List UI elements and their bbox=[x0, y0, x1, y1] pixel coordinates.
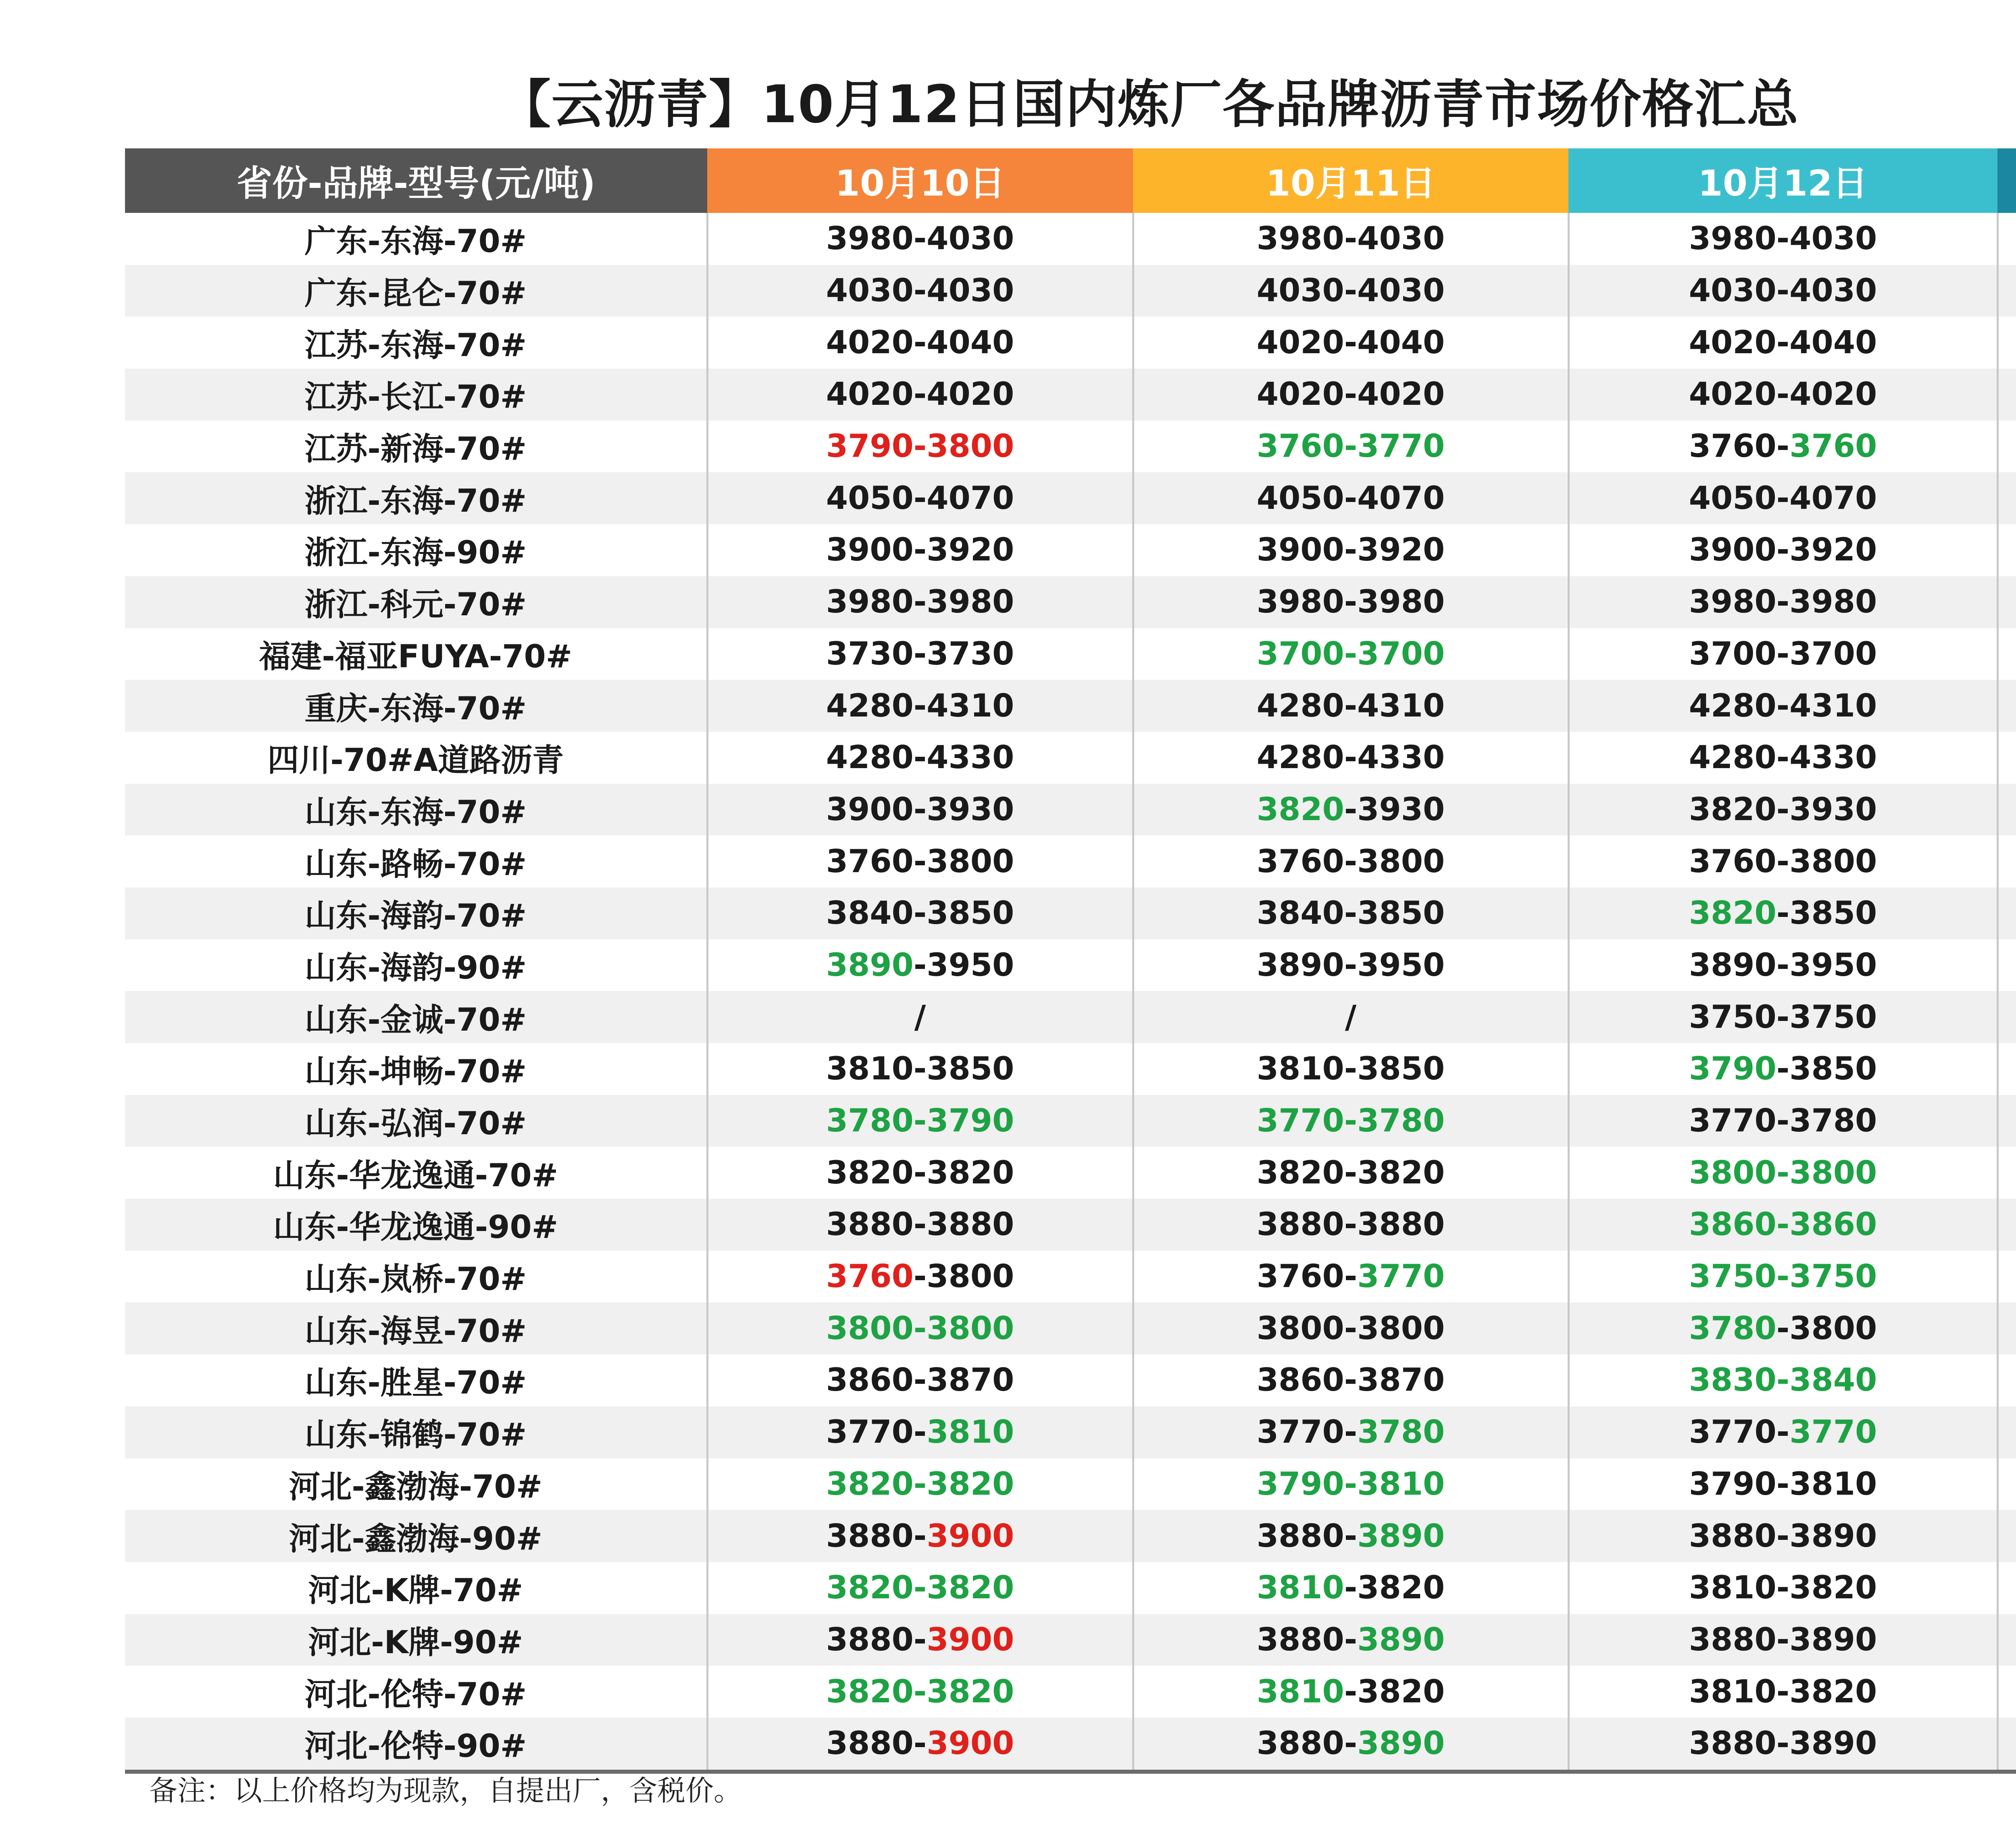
value-segment: 4280-4330 bbox=[1256, 739, 1445, 776]
value-segment: 3880- bbox=[826, 1621, 927, 1658]
value-segment: 3880-3890 bbox=[1689, 1518, 1877, 1554]
price-oct11 bbox=[1133, 680, 1568, 732]
value-segment: 3900-3920 bbox=[1256, 532, 1445, 569]
product-name: 浙江-东海-90# bbox=[304, 535, 527, 571]
value-segment: 3880- bbox=[1256, 1518, 1358, 1554]
value-segment: 3730-3730 bbox=[826, 635, 1014, 672]
product-name: 山东-路畅-70# bbox=[304, 846, 527, 883]
value-segment: -3820 bbox=[1344, 1570, 1445, 1606]
price-table bbox=[125, 148, 2016, 1774]
price-oct12 bbox=[1568, 732, 1997, 784]
value-segment: 3790-3810 bbox=[1256, 1466, 1445, 1502]
value-segment: 3880-3880 bbox=[1256, 1206, 1445, 1243]
product-name: 山东-海韵-70# bbox=[125, 887, 707, 939]
value-segment: 3820-3820 bbox=[826, 1466, 1014, 1502]
product-name: 江苏-东海-70# bbox=[304, 327, 527, 364]
price-oct11 bbox=[1133, 1718, 1568, 1772]
page-title: 【云沥青】10月12日国内炼厂各品牌沥青市场价格汇总 bbox=[499, 75, 1799, 135]
price-oct11 bbox=[1133, 213, 1568, 265]
price-oct10 bbox=[707, 991, 1133, 1043]
value-segment: 3880-3890 bbox=[1689, 1725, 1877, 1762]
price-change bbox=[1997, 524, 2016, 576]
price-oct11 bbox=[1133, 1354, 1568, 1406]
price-change bbox=[1997, 1562, 2016, 1614]
value-segment: 3980-4030 bbox=[826, 221, 1014, 257]
value-segment: 3890 bbox=[1357, 1725, 1445, 1762]
value-segment: 4020-4020 bbox=[1689, 376, 1877, 413]
price-change bbox=[1997, 472, 2016, 524]
value-segment: 4280-4330 bbox=[1689, 739, 1877, 776]
value-segment: 4280-4310 bbox=[826, 687, 1014, 724]
price-oct12 bbox=[1568, 991, 1997, 1043]
price-oct10 bbox=[707, 1354, 1133, 1406]
price-oct12 bbox=[1568, 1147, 1997, 1199]
price-oct11 bbox=[1133, 421, 1568, 473]
value-segment: 3750-3750 bbox=[1689, 999, 1877, 1035]
price-oct11 bbox=[1133, 1666, 1568, 1718]
price-oct12 bbox=[1568, 1562, 1997, 1614]
price-oct12 bbox=[1568, 1095, 1997, 1147]
price-oct10 bbox=[707, 835, 1133, 887]
value-segment: 3770- bbox=[826, 1414, 927, 1451]
table-row bbox=[125, 317, 2016, 369]
value-segment: 3880- bbox=[1256, 1621, 1358, 1658]
product-name: 四川-70#A道路沥青 bbox=[267, 742, 564, 779]
value-segment: 4020-4020 bbox=[826, 376, 1014, 413]
value-segment: 3760-3800 bbox=[1256, 843, 1445, 880]
price-oct12 bbox=[1568, 784, 1997, 836]
price-oct12 bbox=[1568, 887, 1997, 939]
value-segment: 3900-3930 bbox=[826, 791, 1014, 828]
price-oct12 bbox=[1568, 1406, 1997, 1458]
price-oct11 bbox=[1133, 732, 1568, 784]
table-row bbox=[125, 1718, 2016, 1772]
value-segment: -3930 bbox=[1344, 791, 1445, 828]
product-name: 浙江-东海-70# bbox=[125, 472, 707, 524]
value-segment: -3850 bbox=[1776, 1051, 1877, 1087]
value-segment: 3770-3780 bbox=[1256, 1103, 1445, 1139]
price-oct11 bbox=[1133, 524, 1568, 576]
price-change bbox=[1997, 369, 2016, 421]
price-oct12 bbox=[1568, 213, 1997, 265]
value-segment: 3900 bbox=[927, 1518, 1014, 1554]
value-segment: 3770- bbox=[1256, 1414, 1358, 1451]
product-name: 福建-福亚FUYA-70# bbox=[259, 638, 573, 675]
price-oct10 bbox=[707, 1199, 1133, 1251]
value-segment: 3880- bbox=[1256, 1725, 1358, 1762]
value-segment: 3800-3800 bbox=[826, 1310, 1014, 1347]
price-oct11 bbox=[1133, 576, 1568, 628]
price-change bbox=[1997, 317, 2016, 369]
price-oct11 bbox=[1133, 835, 1568, 887]
table-row bbox=[125, 1199, 2016, 1251]
value-segment: 3770-3780 bbox=[1689, 1103, 1877, 1139]
price-oct12 bbox=[1568, 1718, 1997, 1772]
value-segment: 3760-3770 bbox=[1256, 428, 1445, 465]
price-oct12 bbox=[1568, 524, 1997, 576]
value-segment: 4020-4020 bbox=[1256, 376, 1445, 413]
value-segment: 4030-4030 bbox=[826, 273, 1014, 309]
value-segment: 3890 bbox=[826, 947, 914, 983]
price-oct11 bbox=[1133, 1614, 1568, 1666]
value-segment: 3820-3820 bbox=[826, 1673, 1014, 1710]
value-segment: 3760- bbox=[1256, 1258, 1358, 1295]
product-name: 广东-东海-70# bbox=[304, 223, 527, 260]
value-segment: 3810-3820 bbox=[1689, 1673, 1877, 1710]
product-name: 河北-K牌-90# bbox=[125, 1614, 707, 1666]
value-segment: 3860-3860 bbox=[1689, 1206, 1877, 1243]
value-segment: -3950 bbox=[913, 947, 1014, 983]
price-change bbox=[1997, 887, 2016, 939]
value-segment: 4020-4040 bbox=[1689, 324, 1877, 361]
price-oct12 bbox=[1568, 369, 1997, 421]
product-name: 山东-海昱-70# bbox=[125, 1302, 707, 1354]
col-header-change bbox=[1997, 148, 2016, 213]
product-name: 山东-弘润-70# bbox=[125, 1095, 707, 1147]
value-segment: 3980-4030 bbox=[1689, 221, 1877, 257]
product-name: 江苏-长江-70# bbox=[125, 369, 707, 421]
price-oct12 bbox=[1568, 576, 1997, 628]
price-oct11 bbox=[1133, 784, 1568, 836]
value-segment: 3880- bbox=[826, 1518, 927, 1554]
table-row bbox=[125, 265, 2016, 317]
price-oct12 bbox=[1568, 1302, 1997, 1354]
table-row bbox=[125, 1614, 2016, 1666]
product-name: 山东-坤畅-70# bbox=[304, 1054, 527, 1090]
value-segment: 3760- bbox=[1689, 428, 1790, 465]
footnote: 备注：以上价格均为现款，自提出厂，含税价。 bbox=[149, 1774, 742, 1807]
price-oct12 bbox=[1568, 472, 1997, 524]
price-oct12 bbox=[1568, 1458, 1997, 1510]
col-header-oct10: 10月10日 bbox=[707, 148, 1133, 213]
value-segment: 4050-4070 bbox=[1689, 480, 1877, 517]
price-oct11 bbox=[1133, 1302, 1568, 1354]
price-change bbox=[1997, 1406, 2016, 1458]
value-segment: 3700-3700 bbox=[1689, 635, 1877, 672]
table-row bbox=[125, 1406, 2016, 1458]
price-change bbox=[1997, 835, 2016, 887]
price-oct10 bbox=[707, 1302, 1133, 1354]
value-segment: 3820-3820 bbox=[826, 1570, 1014, 1606]
price-oct12 bbox=[1568, 680, 1997, 732]
price-oct11 bbox=[1133, 1199, 1568, 1251]
table-row bbox=[125, 1043, 2016, 1095]
value-segment: 3820 bbox=[1256, 791, 1344, 828]
price-oct10 bbox=[707, 1666, 1133, 1718]
col-header-product: 省份-品牌-型号(元/吨) bbox=[125, 148, 707, 213]
value-segment: 3760 bbox=[826, 1258, 914, 1295]
value-segment: 3980-4030 bbox=[1256, 221, 1445, 257]
value-segment: -3820 bbox=[1344, 1673, 1445, 1710]
price-oct10 bbox=[707, 887, 1133, 939]
price-oct12 bbox=[1568, 421, 1997, 473]
product-name: 河北-伦特-70# bbox=[304, 1676, 527, 1713]
value-segment: 3770- bbox=[1689, 1414, 1790, 1451]
price-change bbox=[1997, 628, 2016, 680]
price-oct10 bbox=[707, 1458, 1133, 1510]
value-segment: 3890 bbox=[1357, 1518, 1445, 1554]
value-segment: -3850 bbox=[1776, 895, 1877, 932]
value-segment: -3800 bbox=[913, 1258, 1014, 1295]
value-segment: 3750-3750 bbox=[1689, 1258, 1877, 1295]
product-name: 重庆-东海-70# bbox=[125, 680, 707, 732]
price-oct11 bbox=[1133, 317, 1568, 369]
col-header-oct12: 10月12日 bbox=[1568, 148, 1997, 213]
product-name: 河北-鑫渤海-90# bbox=[125, 1510, 707, 1562]
value-segment: 3890-3950 bbox=[1256, 947, 1445, 983]
product-name: 山东-华龙逸通-90# bbox=[125, 1199, 707, 1251]
value-segment: / bbox=[914, 999, 926, 1035]
value-segment: 3810-3820 bbox=[1689, 1570, 1877, 1606]
price-oct11 bbox=[1133, 991, 1568, 1043]
value-segment: -3800 bbox=[1776, 1310, 1877, 1347]
price-change bbox=[1997, 732, 2016, 784]
price-oct10 bbox=[707, 421, 1133, 473]
value-segment: 3840-3850 bbox=[826, 895, 1014, 932]
table-row bbox=[125, 421, 2016, 473]
value-segment: 3900-3920 bbox=[1689, 532, 1877, 569]
price-oct10 bbox=[707, 1614, 1133, 1666]
value-segment: 3810 bbox=[1256, 1570, 1344, 1606]
product-name: 广东-昆仑-70# bbox=[125, 265, 707, 317]
price-oct12 bbox=[1568, 835, 1997, 887]
price-oct11 bbox=[1133, 472, 1568, 524]
price-oct10 bbox=[707, 680, 1133, 732]
value-segment: 3780 bbox=[1689, 1310, 1776, 1347]
value-segment: 3770 bbox=[1357, 1258, 1445, 1295]
price-oct10 bbox=[707, 369, 1133, 421]
price-oct10 bbox=[707, 1251, 1133, 1303]
value-segment: 3800-3800 bbox=[1689, 1154, 1877, 1191]
table-row bbox=[125, 991, 2016, 1043]
price-change bbox=[1997, 1614, 2016, 1666]
value-segment: 3810 bbox=[927, 1414, 1014, 1451]
value-segment: 4030-4030 bbox=[1689, 273, 1877, 309]
product-name: 河北-鑫渤海-70# bbox=[289, 1468, 543, 1505]
price-oct10 bbox=[707, 1095, 1133, 1147]
value-segment: 3810 bbox=[1256, 1673, 1344, 1710]
table-row bbox=[125, 1147, 2016, 1199]
product-name: 山东-胜星-70# bbox=[304, 1365, 527, 1402]
price-oct12 bbox=[1568, 317, 1997, 369]
price-change bbox=[1997, 784, 2016, 836]
price-change bbox=[1997, 1510, 2016, 1562]
price-change bbox=[1997, 680, 2016, 732]
value-segment: 3780-3790 bbox=[826, 1103, 1014, 1139]
value-segment: 3890-3950 bbox=[1689, 947, 1877, 983]
value-segment: 3880-3880 bbox=[826, 1206, 1014, 1243]
table-row bbox=[125, 1302, 2016, 1354]
value-segment: 3900 bbox=[927, 1621, 1014, 1658]
price-oct11 bbox=[1133, 887, 1568, 939]
value-segment: 3860-3870 bbox=[1256, 1362, 1445, 1399]
price-change bbox=[1997, 1043, 2016, 1095]
table-row bbox=[125, 887, 2016, 939]
value-segment: 4280-4310 bbox=[1689, 687, 1877, 724]
value-segment: 4020-4040 bbox=[1256, 324, 1445, 361]
value-segment: 3770 bbox=[1789, 1414, 1877, 1451]
price-change bbox=[1997, 939, 2016, 991]
product-name: 河北-K牌-70# bbox=[308, 1573, 523, 1609]
value-segment: 3820-3820 bbox=[1256, 1154, 1445, 1191]
value-segment: 3900-3920 bbox=[826, 532, 1014, 569]
col-header-oct11: 10月11日 bbox=[1133, 148, 1568, 213]
value-segment: 3760-3800 bbox=[1689, 843, 1877, 880]
price-oct10 bbox=[707, 1406, 1133, 1458]
value-segment: 3980-3980 bbox=[826, 584, 1014, 621]
price-oct12 bbox=[1568, 1251, 1997, 1303]
price-oct10 bbox=[707, 265, 1133, 317]
value-segment: 3700-3700 bbox=[1256, 635, 1445, 672]
price-oct12 bbox=[1568, 1614, 1997, 1666]
price-oct11 bbox=[1133, 1147, 1568, 1199]
value-segment: 3790 bbox=[1689, 1051, 1776, 1087]
price-oct12 bbox=[1568, 1043, 1997, 1095]
value-segment: 4020-4040 bbox=[826, 324, 1014, 361]
table-row bbox=[125, 835, 2016, 887]
price-oct12 bbox=[1568, 265, 1997, 317]
value-segment: 3790-3810 bbox=[1689, 1466, 1877, 1502]
price-change bbox=[1997, 1302, 2016, 1354]
product-name: 山东-金诚-70# bbox=[125, 991, 707, 1043]
table-row bbox=[125, 524, 2016, 576]
table-row bbox=[125, 680, 2016, 732]
table-row bbox=[125, 1095, 2016, 1147]
value-segment: 3980-3980 bbox=[1256, 584, 1445, 621]
price-oct10 bbox=[707, 732, 1133, 784]
price-change bbox=[1997, 1251, 2016, 1303]
price-change bbox=[1997, 991, 2016, 1043]
price-change bbox=[1997, 1458, 2016, 1510]
price-oct10 bbox=[707, 628, 1133, 680]
product-name: 山东-海韵-90# bbox=[304, 950, 527, 986]
price-oct11 bbox=[1133, 1251, 1568, 1303]
price-oct11 bbox=[1133, 1095, 1568, 1147]
table-row bbox=[125, 1666, 2016, 1718]
price-oct12 bbox=[1568, 939, 1997, 991]
price-oct11 bbox=[1133, 1562, 1568, 1614]
price-oct11 bbox=[1133, 1043, 1568, 1095]
table-row bbox=[125, 732, 2016, 784]
price-oct10 bbox=[707, 576, 1133, 628]
table-row bbox=[125, 1354, 2016, 1406]
price-oct11 bbox=[1133, 1406, 1568, 1458]
value-segment: 4280-4310 bbox=[1256, 687, 1445, 724]
price-oct10 bbox=[707, 1510, 1133, 1562]
price-oct12 bbox=[1568, 1199, 1997, 1251]
value-segment: 3780 bbox=[1357, 1414, 1445, 1451]
price-oct11 bbox=[1133, 939, 1568, 991]
table-row bbox=[125, 628, 2016, 680]
value-segment: 3760-3800 bbox=[826, 843, 1014, 880]
price-change bbox=[1997, 1718, 2016, 1772]
price-oct10 bbox=[707, 939, 1133, 991]
price-oct11 bbox=[1133, 1510, 1568, 1562]
price-oct12 bbox=[1568, 1510, 1997, 1562]
price-change bbox=[1997, 576, 2016, 628]
table-row bbox=[125, 369, 2016, 421]
product-name: 河北-伦特-90# bbox=[125, 1718, 707, 1772]
price-change bbox=[1997, 1354, 2016, 1406]
price-oct10 bbox=[707, 1718, 1133, 1772]
table-row bbox=[125, 1510, 2016, 1562]
value-segment: 3810-3850 bbox=[1256, 1051, 1445, 1087]
price-oct10 bbox=[707, 1043, 1133, 1095]
value-segment: 4030-4030 bbox=[1256, 273, 1445, 309]
price-oct10 bbox=[707, 1147, 1133, 1199]
table-row bbox=[125, 1562, 2016, 1614]
price-change bbox=[1997, 1199, 2016, 1251]
value-segment: 3820-3820 bbox=[826, 1154, 1014, 1191]
price-oct12 bbox=[1568, 628, 1997, 680]
value-segment: 3820-3930 bbox=[1689, 791, 1877, 828]
price-oct10 bbox=[707, 472, 1133, 524]
value-segment: 3760 bbox=[1789, 428, 1877, 465]
value-segment: 4050-4070 bbox=[826, 480, 1014, 517]
value-segment: 3820 bbox=[1689, 895, 1776, 932]
product-name: 山东-岚桥-70# bbox=[304, 1261, 527, 1298]
table-row bbox=[125, 576, 2016, 628]
price-oct12 bbox=[1568, 1354, 1997, 1406]
table-row bbox=[125, 1251, 2016, 1303]
price-change bbox=[1997, 1095, 2016, 1147]
table-header-row bbox=[125, 148, 2016, 213]
table-row bbox=[125, 939, 2016, 991]
table-row bbox=[125, 472, 2016, 524]
price-oct12 bbox=[1568, 1666, 1997, 1718]
value-segment: 3890 bbox=[1357, 1621, 1445, 1658]
price-oct10 bbox=[707, 213, 1133, 265]
price-oct11 bbox=[1133, 628, 1568, 680]
value-segment: 4280-4330 bbox=[826, 739, 1014, 776]
price-change bbox=[1997, 1147, 2016, 1199]
price-oct10 bbox=[707, 317, 1133, 369]
price-oct11 bbox=[1133, 369, 1568, 421]
product-name: 山东-华龙逸通-70# bbox=[273, 1157, 558, 1194]
value-segment: 3840-3850 bbox=[1256, 895, 1445, 932]
value-segment: 4050-4070 bbox=[1256, 480, 1445, 517]
price-oct11 bbox=[1133, 265, 1568, 317]
price-change bbox=[1997, 265, 2016, 317]
price-oct10 bbox=[707, 784, 1133, 836]
value-segment: 3980-3980 bbox=[1689, 584, 1877, 621]
price-change bbox=[1997, 213, 2016, 265]
product-name: 浙江-科元-70# bbox=[125, 576, 707, 628]
value-segment: / bbox=[1345, 999, 1357, 1035]
value-segment: 3900 bbox=[927, 1725, 1014, 1762]
price-oct11 bbox=[1133, 1458, 1568, 1510]
value-segment: 3800-3800 bbox=[1256, 1310, 1445, 1347]
value-segment: 3880- bbox=[826, 1725, 927, 1762]
price-change bbox=[1997, 1666, 2016, 1718]
price-oct10 bbox=[707, 1562, 1133, 1614]
table-row bbox=[125, 1458, 2016, 1510]
product-name: 江苏-新海-70# bbox=[304, 431, 527, 468]
value-segment: 3790-3800 bbox=[826, 428, 1014, 465]
value-segment: 3810-3850 bbox=[826, 1051, 1014, 1087]
value-segment: 3830-3840 bbox=[1689, 1362, 1877, 1399]
value-segment: 3880-3890 bbox=[1689, 1621, 1877, 1658]
price-oct10 bbox=[707, 524, 1133, 576]
product-name: 山东-东海-70# bbox=[125, 784, 707, 836]
table-row bbox=[125, 213, 2016, 265]
product-name: 山东-锦鹤-70# bbox=[125, 1406, 707, 1458]
table-row bbox=[125, 784, 2016, 836]
price-change bbox=[1997, 421, 2016, 473]
value-segment: 3860-3870 bbox=[826, 1362, 1014, 1399]
